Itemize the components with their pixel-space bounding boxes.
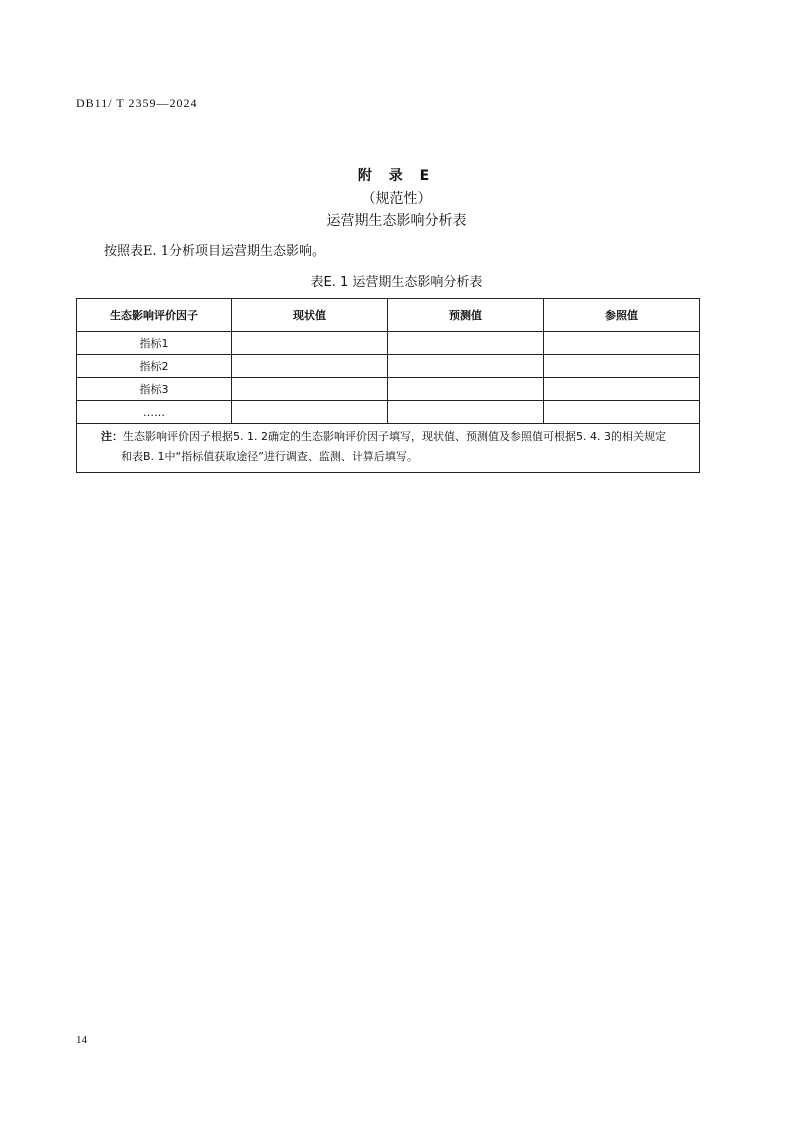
table-note-row bbox=[77, 424, 700, 473]
note-text-line2: 和表B. 1中“指标值获取途径”进行调查、监测、计算后填写。 bbox=[121, 450, 418, 463]
table-note bbox=[77, 424, 700, 473]
table-row bbox=[77, 378, 700, 401]
table-caption: 表E. 1 运营期生态影响分析表 bbox=[310, 275, 483, 290]
table-row bbox=[77, 401, 700, 424]
table-cell: 指标1 bbox=[77, 332, 232, 355]
appendix-name: 运营期生态影响分析表 bbox=[326, 213, 467, 229]
column-header-predicted-value: 预测值 bbox=[388, 299, 544, 332]
table-cell: …… bbox=[77, 401, 232, 424]
table-cell bbox=[544, 355, 700, 378]
analysis-table-wrapper bbox=[76, 298, 699, 473]
table-cell bbox=[388, 378, 544, 401]
table-cell bbox=[388, 355, 544, 378]
table-cell bbox=[388, 401, 544, 424]
column-header-factor: 生态影响评价因子 bbox=[77, 299, 232, 332]
document-code: DB11/ T 2359—2024 bbox=[76, 96, 198, 110]
table-cell bbox=[232, 355, 388, 378]
note-text-line1: 生态影响评价因子根据5. 1. 2确定的生态影响评价因子填写，现状值、预测值及参照值可根据5. 4. 3的相关规定 bbox=[123, 430, 666, 443]
page-number: 14 bbox=[76, 1034, 87, 1046]
table-cell bbox=[232, 378, 388, 401]
table-row bbox=[77, 355, 700, 378]
table-cell bbox=[388, 332, 544, 355]
column-header-reference-value: 参照值 bbox=[544, 299, 700, 332]
note-label: 注： bbox=[101, 430, 123, 443]
appendix-title: 附 录 E bbox=[357, 168, 436, 184]
table-cell: 指标3 bbox=[77, 378, 232, 401]
table-cell bbox=[544, 332, 700, 355]
table-cell bbox=[232, 401, 388, 424]
intro-paragraph: 按照表E. 1分析项目运营期生态影响。 bbox=[104, 244, 326, 259]
analysis-table bbox=[76, 298, 700, 473]
appendix-type: （规范性） bbox=[361, 191, 432, 207]
table-row bbox=[77, 332, 700, 355]
table-cell: 指标2 bbox=[77, 355, 232, 378]
table-cell bbox=[232, 332, 388, 355]
table-header-row bbox=[77, 299, 700, 332]
column-header-current-value: 现状值 bbox=[232, 299, 388, 332]
table-cell bbox=[544, 401, 700, 424]
table-cell bbox=[544, 378, 700, 401]
